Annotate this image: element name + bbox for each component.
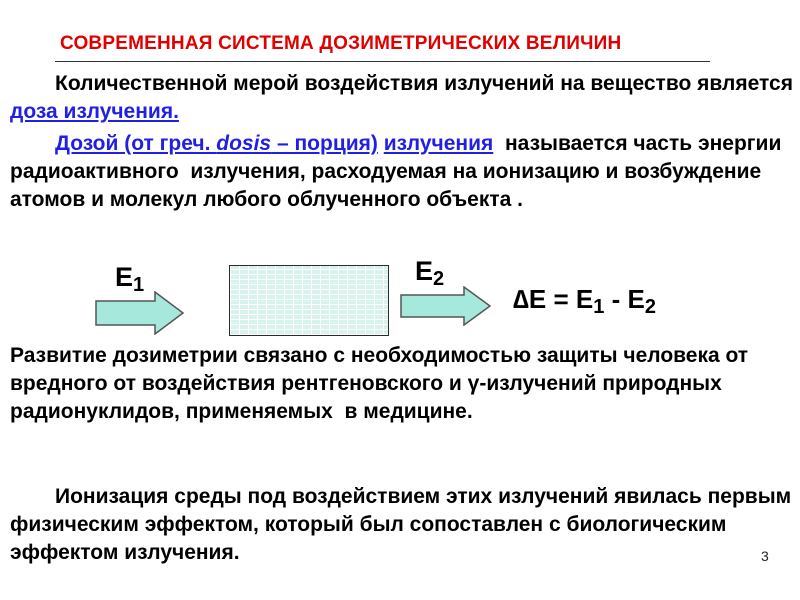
energy-out-label <box>415 256 445 290</box>
absorber-slab <box>229 265 389 336</box>
delta-symbol: ∆ <box>513 284 529 314</box>
dose-greek-link[interactable] <box>55 132 378 155</box>
formula-lhs: E = E <box>528 284 594 314</box>
energy-in-label <box>115 262 145 296</box>
paragraph-text: Ионизация среды под воздействием этих излучений явилась первым физическим эффектом, который был сопоставлен с биологическим эффектом излучения. <box>10 485 798 564</box>
page-number: 3 <box>761 548 769 564</box>
gamma-symbol: γ <box>467 372 480 395</box>
link-italic-word: dosis <box>216 132 272 155</box>
slide-title: СОВРЕМЕННАЯ СИСТЕМА ДОЗИМЕТРИЧЕСКИХ ВЕЛИЧИН <box>60 33 622 54</box>
outgoing-arrow <box>400 286 492 326</box>
incoming-arrow-shape <box>96 292 183 334</box>
paragraph-text-end: -излучений природных радионуклидов, применяемых в медицине. <box>10 372 728 423</box>
e2-letter: E <box>415 256 434 286</box>
incoming-arrow <box>95 291 185 335</box>
paragraph-dose-measure <box>10 70 799 126</box>
link-text: Дозой (от греч. <box>55 132 217 155</box>
radiation-link[interactable]: излучения <box>383 132 494 155</box>
outgoing-arrow-shape <box>401 287 490 325</box>
formula-mid: - E <box>604 284 645 314</box>
paragraph-dosimetry-development <box>10 342 795 426</box>
paragraph-text: называется часть энергии радиоактивного излучения, расходуемая на ионизацию и возбуждение атомов и молекул любого облученного объекта . <box>10 132 788 211</box>
e1-subscript: 1 <box>133 274 145 296</box>
dose-link[interactable]: доза излучения. <box>10 100 179 123</box>
formula-sub1: 1 <box>593 296 605 318</box>
link-text-end: – порция) <box>271 132 378 155</box>
e2-subscript: 2 <box>433 268 445 290</box>
title-underline <box>55 61 710 62</box>
paragraph-text: Количественной мерой воздействия излучений на вещество является <box>55 72 799 95</box>
energy-difference-formula <box>513 284 656 318</box>
paragraph-ionization <box>10 483 798 567</box>
formula-sub2: 2 <box>644 296 656 318</box>
paragraph-text: Развитие дозиметрии связано с необходимостью защиты человека от вредного от воздействия рентгеновского и <box>10 344 754 395</box>
e1-letter: E <box>115 262 134 292</box>
paragraph-dose-definition <box>10 130 795 214</box>
